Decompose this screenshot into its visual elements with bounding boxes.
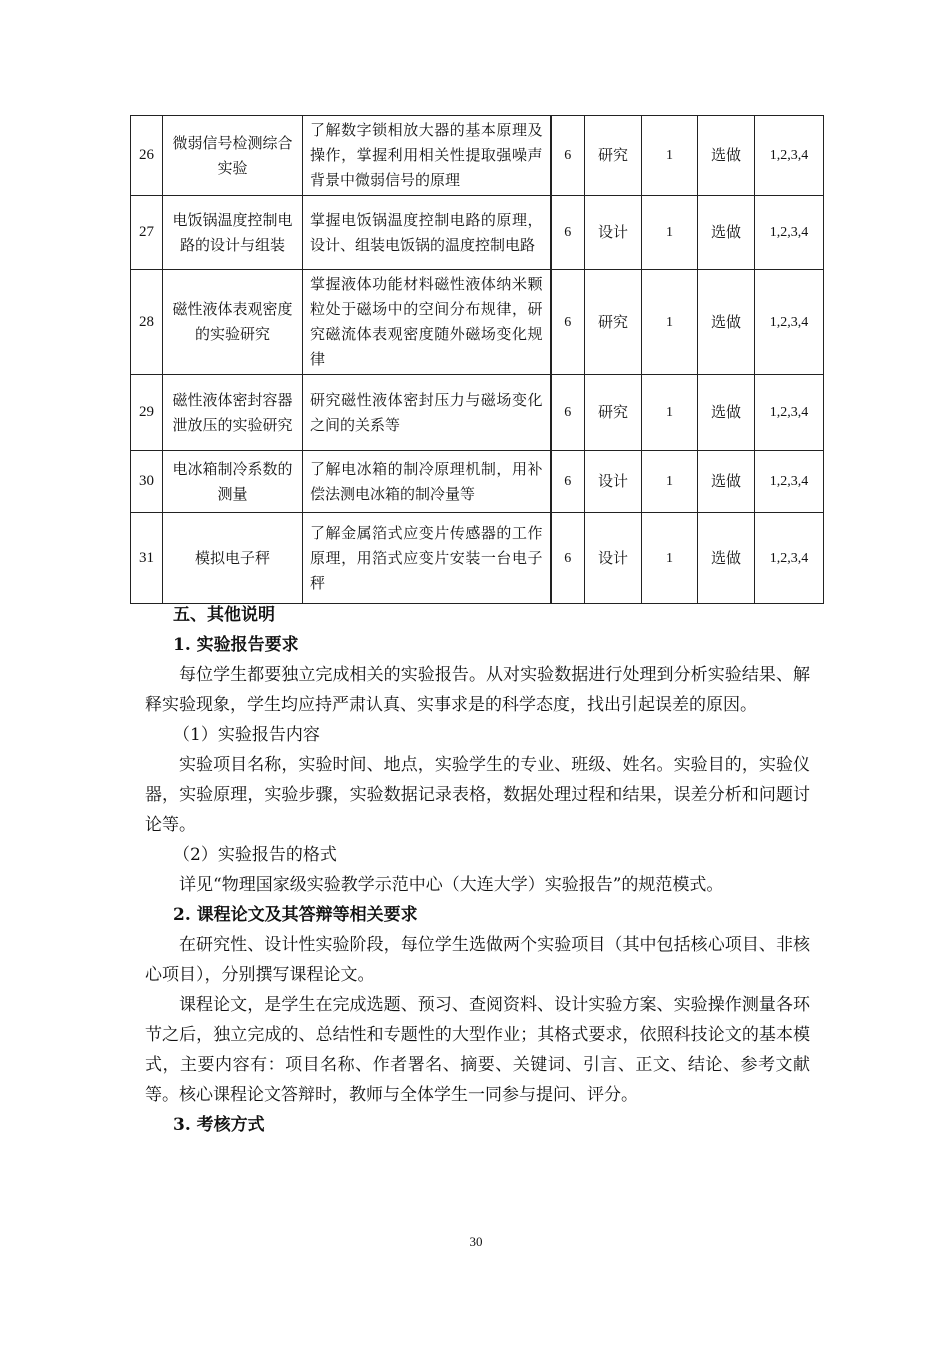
subsection-1-title: 1. 实验报告要求 xyxy=(173,635,299,655)
experiment-table-body xyxy=(131,116,824,604)
subsection-3-title: 3. 考核方式 xyxy=(173,1115,265,1135)
table-row xyxy=(131,451,824,513)
experiment-goal-cell: 研究磁性液体密封压力与磁场变化之间的关系等 xyxy=(303,375,551,451)
experiment-type-cell: 设计 xyxy=(585,451,642,513)
applicable-majors-cell: 1,2,3,4 xyxy=(755,116,824,196)
experiment-name-cell: 电饭锅温度控制电路的设计与组装 xyxy=(163,196,303,270)
row-number-cell: 27 xyxy=(131,196,163,270)
page-number: 30 xyxy=(469,1234,483,1249)
group-count-cell: 1 xyxy=(642,375,698,451)
paragraph: 详见“物理国家级实验教学示范中心（大连大学）实验报告”的规范模式。 xyxy=(179,875,724,895)
row-number-cell: 31 xyxy=(131,513,163,604)
experiment-type-cell: 研究 xyxy=(585,116,642,196)
hours-cell: 6 xyxy=(551,116,585,196)
applicable-majors-cell: 1,2,3,4 xyxy=(755,270,824,375)
sub-item-heading: （2）实验报告的格式 xyxy=(173,845,337,865)
experiment-goal-cell: 了解电冰箱的制冷原理机制，用补偿法测电冰箱的制冷量等 xyxy=(303,451,551,513)
row-number-cell: 28 xyxy=(131,270,163,375)
paragraph: 每位学生都要独立完成相关的实验报告。从对实验数据进行处理到分析实验结果、解释实验现象，学生均应持严肃认真、实事求是的科学态度，找出引起误差的原因。 xyxy=(145,665,810,715)
experiment-type-cell: 设计 xyxy=(585,196,642,270)
row-number-cell: 26 xyxy=(131,116,163,196)
hours-cell: 6 xyxy=(551,451,585,513)
applicable-majors-cell: 1,2,3,4 xyxy=(755,375,824,451)
group-count-cell: 1 xyxy=(642,270,698,375)
experiment-type-cell: 设计 xyxy=(585,513,642,604)
group-count-cell: 1 xyxy=(642,116,698,196)
hours-cell: 6 xyxy=(551,196,585,270)
paragraph: 实验项目名称，实验时间、地点，实验学生的专业、班级、姓名。实验目的，实验仪器，实验原理，实验步骤，实验数据记录表格，数据处理过程和结果，误差分析和问题讨论等。 xyxy=(145,755,810,835)
requirement-cell: 选做 xyxy=(698,451,755,513)
section-title: 五、其他说明 xyxy=(173,605,275,625)
experiment-table xyxy=(130,115,824,604)
subsection-2-title: 2. 课程论文及其答辩等相关要求 xyxy=(173,905,418,925)
applicable-majors-cell: 1,2,3,4 xyxy=(755,451,824,513)
paragraph: 课程论文，是学生在完成选题、预习、查阅资料、设计实验方案、实验操作测量各环节之后，独立完成的、总结性和专题性的大型作业；其格式要求，依照科技论文的基本模式，主要内容有：项目名称、作者署名、摘要、关键词、引言、正文、结论、参考文献等。核心课程论文答辩时，教师与全体学生一同参与提问、评分。 xyxy=(145,995,810,1105)
table-row xyxy=(131,116,824,196)
experiment-type-cell: 研究 xyxy=(585,270,642,375)
experiment-name-cell: 电冰箱制冷系数的测量 xyxy=(163,451,303,513)
requirement-cell: 选做 xyxy=(698,116,755,196)
sub-item-heading: （1）实验报告内容 xyxy=(173,725,320,745)
experiment-name-cell: 磁性液体表观密度的实验研究 xyxy=(163,270,303,375)
group-count-cell: 1 xyxy=(642,196,698,270)
hours-cell: 6 xyxy=(551,513,585,604)
hours-cell: 6 xyxy=(551,375,585,451)
experiment-type-cell: 研究 xyxy=(585,375,642,451)
table-row xyxy=(131,270,824,375)
group-count-cell: 1 xyxy=(642,513,698,604)
table-row xyxy=(131,196,824,270)
row-number-cell: 30 xyxy=(131,451,163,513)
requirement-cell: 选做 xyxy=(698,513,755,604)
applicable-majors-cell: 1,2,3,4 xyxy=(755,196,824,270)
experiment-name-cell: 微弱信号检测综合实验 xyxy=(163,116,303,196)
hours-cell: 6 xyxy=(551,270,585,375)
experiment-goal-cell: 了解金属箔式应变片传感器的工作原理，用箔式应变片安装一台电子秤 xyxy=(303,513,551,604)
body-text xyxy=(145,600,810,1140)
experiment-name-cell: 模拟电子秤 xyxy=(163,513,303,604)
row-number-cell: 29 xyxy=(131,375,163,451)
table-row xyxy=(131,375,824,451)
requirement-cell: 选做 xyxy=(698,375,755,451)
experiment-name-cell: 磁性液体密封容器泄放压的实验研究 xyxy=(163,375,303,451)
requirement-cell: 选做 xyxy=(698,196,755,270)
group-count-cell: 1 xyxy=(642,451,698,513)
experiment-goal-cell: 掌握电饭锅温度控制电路的原理，设计、组装电饭锅的温度控制电路 xyxy=(303,196,551,270)
table-row xyxy=(131,513,824,604)
experiment-goal-cell: 掌握液体功能材料磁性液体纳米颗粒处于磁场中的空间分布规律，研究磁流体表观密度随外磁场变化规律 xyxy=(303,270,551,375)
paragraph: 在研究性、设计性实验阶段，每位学生选做两个实验项目（其中包括核心项目、非核心项目），分别撰写课程论文。 xyxy=(145,935,810,985)
applicable-majors-cell: 1,2,3,4 xyxy=(755,513,824,604)
experiment-goal-cell: 了解数字锁相放大器的基本原理及操作，掌握利用相关性提取强噪声背景中微弱信号的原理 xyxy=(303,116,551,196)
requirement-cell: 选做 xyxy=(698,270,755,375)
